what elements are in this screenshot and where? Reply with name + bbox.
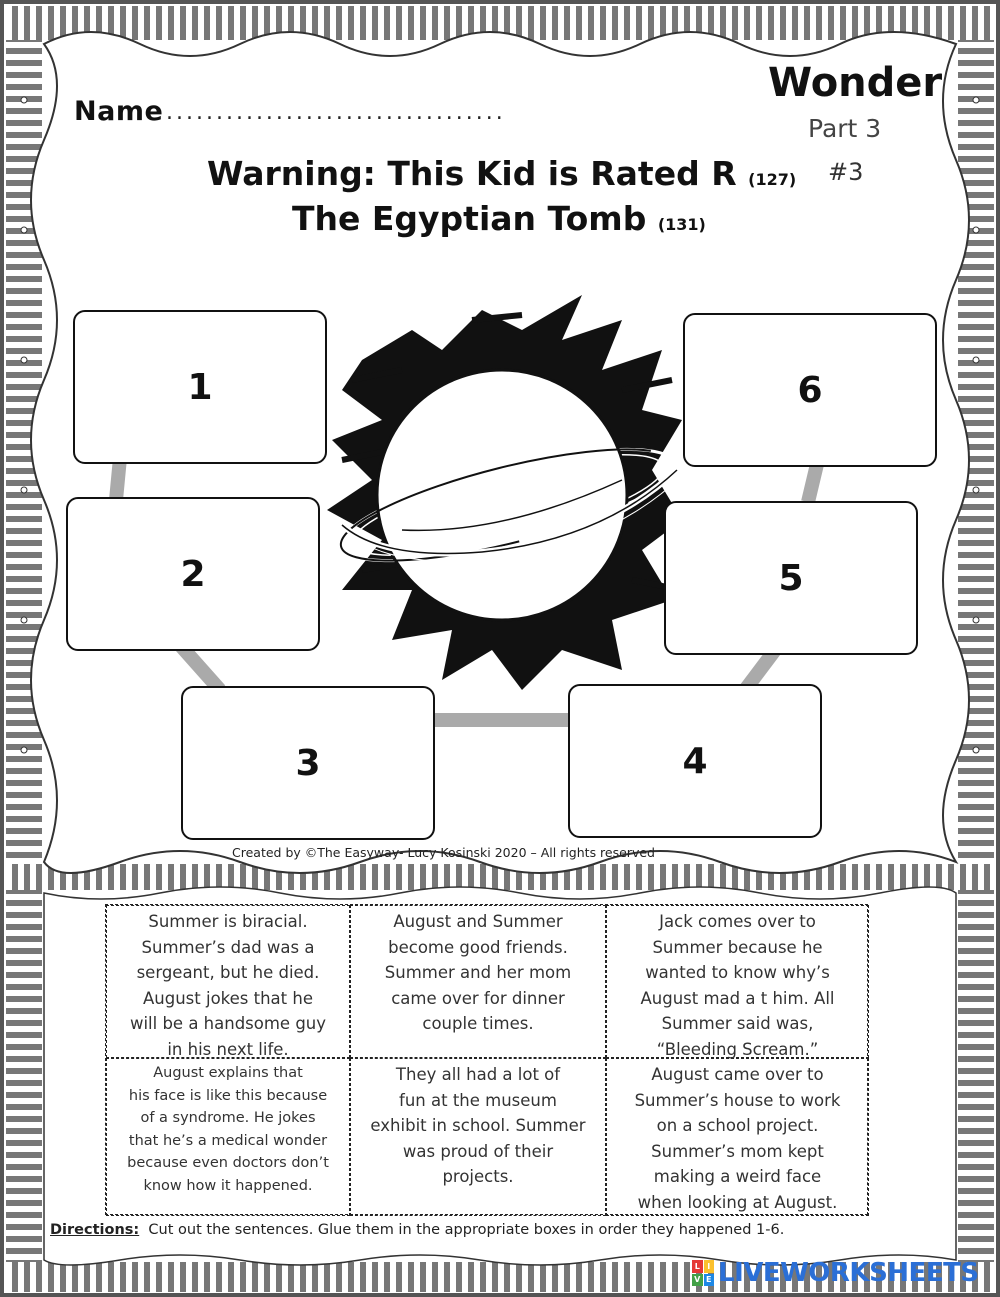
name-line[interactable]: .................................. <box>166 100 506 125</box>
worksheet-number: #3 <box>828 158 864 186</box>
logo-text: LIVEWORKSHEETS <box>718 1258 979 1288</box>
copyright-credit: Created by ©The Easyway- Lucy Kosinski 2020 – All rights reserved <box>232 845 655 860</box>
name-label: Name <box>74 96 164 127</box>
sequence-box-2[interactable]: 2 <box>66 497 320 651</box>
sequence-box-5[interactable]: 5 <box>664 501 918 655</box>
chapter-page: (131) <box>657 215 706 234</box>
sequence-box-1[interactable]: 1 <box>73 310 327 464</box>
sequence-box-3[interactable]: 3 <box>181 686 435 840</box>
chapter-title: The Egyptian Tomb <box>292 199 647 238</box>
book-part: Part 3 <box>808 114 882 143</box>
chapter-title: Warning: This Kid is Rated R <box>207 154 737 193</box>
sentence-card[interactable]: Summer is biracial. Summer’s dad was a sergeant, but he died. August jokes that he will be a handsome guy in his next life. <box>106 905 350 1058</box>
chapter-page: (127) <box>748 170 797 189</box>
planet-illustration <box>322 290 692 700</box>
directions-label: Directions: <box>50 1222 140 1238</box>
directions <box>50 1222 784 1238</box>
sentence-cutouts <box>105 904 868 1215</box>
sentence-card[interactable]: August came over to Summer’s house to work on a school project. Summer’s mom kept making a weird face when looking at August. <box>606 1058 869 1216</box>
sentence-card[interactable]: Jack comes over to Summer because he wanted to know why’s August mad a t him. All Summer said was, “Bleeding Scream.” <box>606 905 869 1058</box>
directions-text: Cut out the sentences. Glue them in the appropriate boxes in order they happened 1-6. <box>148 1222 785 1238</box>
sequence-box-4[interactable]: 4 <box>568 684 822 838</box>
liveworksheets-logo[interactable] <box>692 1258 979 1288</box>
book-title: Wonder <box>768 60 943 106</box>
chapter-heading-1 <box>207 154 796 193</box>
sentence-card[interactable]: They all had a lot of fun at the museum exhibit in school. Summer was proud of their projects. <box>350 1058 606 1216</box>
sentence-card[interactable]: August explains that his face is like this because of a syndrome. He jokes that he’s a medical wonder because even doctors don’t know how it happened. <box>106 1058 350 1216</box>
sequence-box-6[interactable]: 6 <box>683 313 937 467</box>
sentence-card[interactable]: August and Summer become good friends. Summer and her mom came over for dinner couple times. <box>350 905 606 1058</box>
chapter-heading-2 <box>292 199 706 238</box>
logo-mark-icon: L I V E <box>692 1260 714 1286</box>
